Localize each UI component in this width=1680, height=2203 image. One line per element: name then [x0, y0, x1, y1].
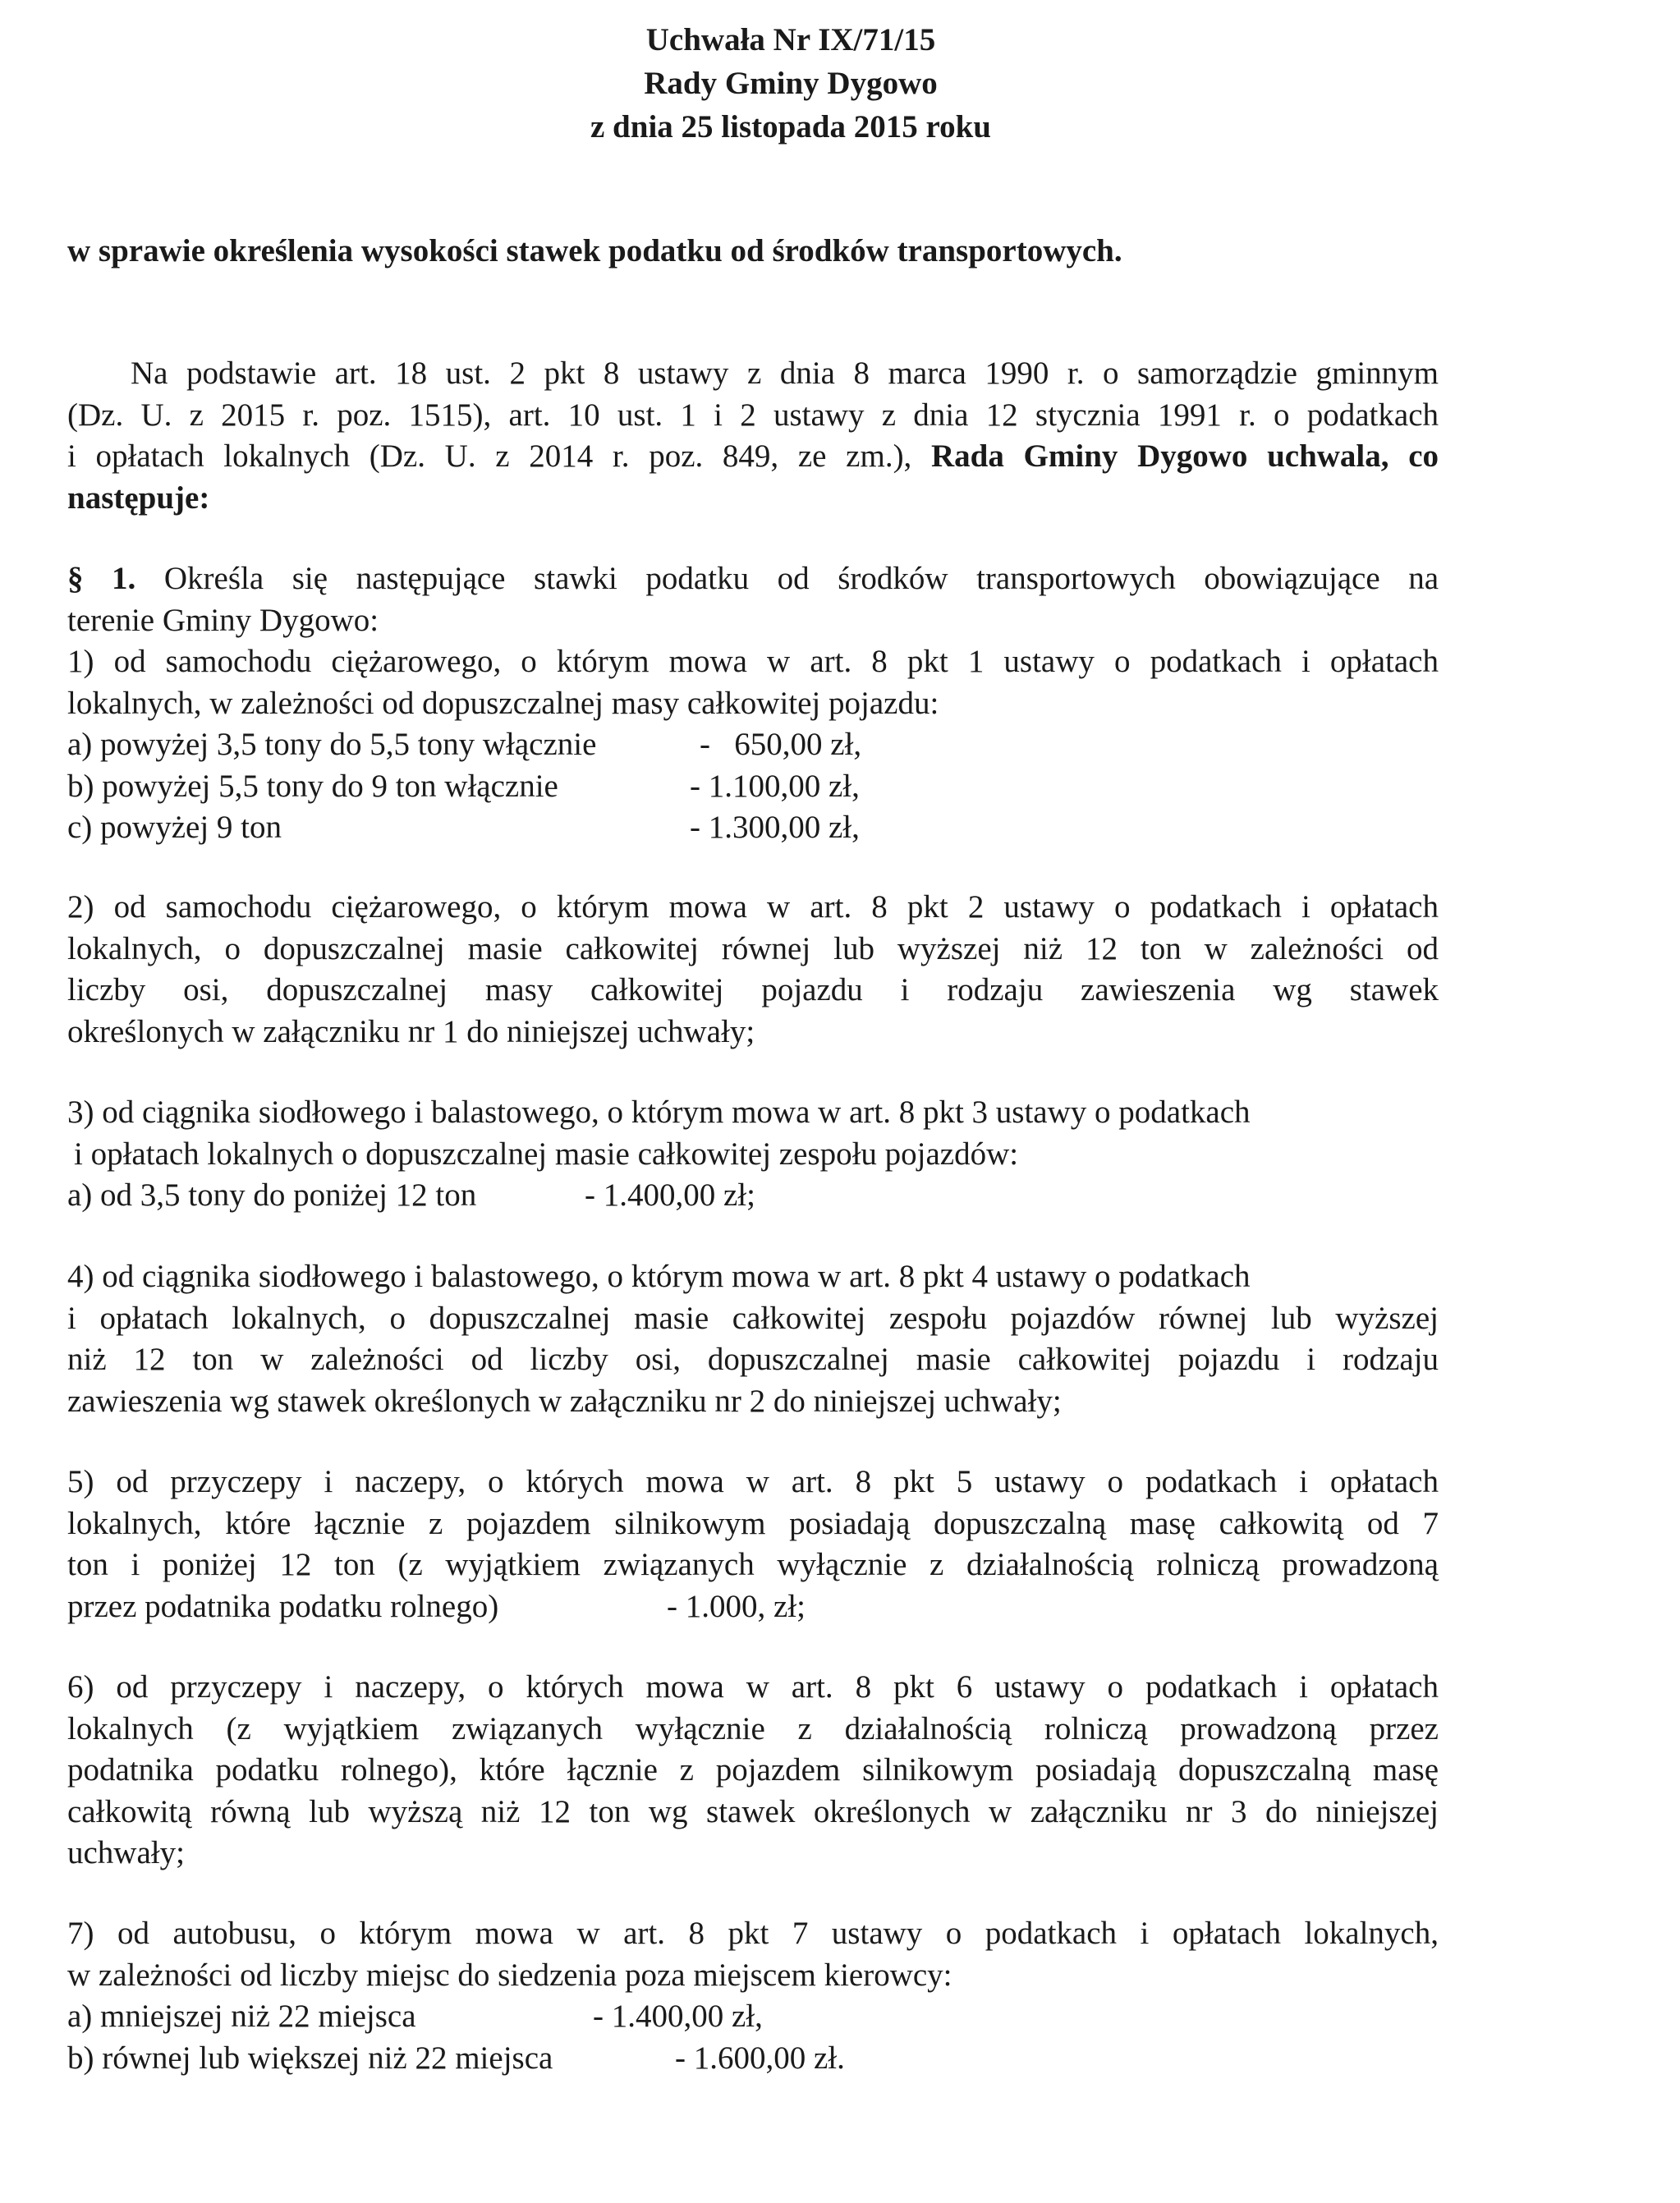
item-line: określonych w załączniku nr 1 do niniejszej uchwały;: [67, 1013, 755, 1049]
preamble-bold-text: Rada Gminy Dygowo uchwala, co: [931, 438, 1439, 474]
resolution-number: Uchwała Nr IX/71/15: [645, 22, 936, 57]
resolution-subject: w sprawie określenia wysokości stawek podatku od środków transportowych.: [67, 233, 1122, 268]
rate-row: [67, 724, 1439, 766]
section-1-line: [67, 558, 1439, 600]
item-line: całkowitą równą lub wyższą niż 12 ton wg stawek określonych w załączniku nr 3 do niniejszej: [67, 1793, 1439, 1829]
item-line: i opłatach lokalnych, o dopuszczalnej masie całkowitej zespołu pojazdów równej lub wyższej: [67, 1300, 1439, 1336]
section-1: [67, 558, 1439, 641]
item-line: 4) od ciągnika siodłowego i balastowego, o którym mowa w art. 8 pkt 4 ustawy o podatkach: [67, 1259, 1251, 1294]
rate-label: a) od 3,5 tony do poniżej 12 ton: [67, 1177, 477, 1213]
rate-row: [67, 766, 1439, 808]
preamble-line: (Dz. U. z 2015 r. poz. 1515), art. 10 ust. 1 i 2 ustawy z dnia 12 stycznia 1991 r. o podatkach: [67, 397, 1439, 433]
rate-label: a) mniejszej niż 22 miejsca: [67, 1999, 416, 2034]
rate-amount: - 1.000, zł;: [667, 1588, 806, 1624]
item-line: 3) od ciągnika siodłowego i balastowego, o którym mowa w art. 8 pkt 3 ustawy o podatkach: [67, 1095, 1251, 1130]
rate-amount: - 1.300,00 zł,: [690, 810, 860, 845]
rate-amount: - 650,00 zł,: [700, 727, 862, 762]
section-1-line: terenie Gminy Dygowo:: [67, 602, 379, 638]
rate-amount: - 1.400,00 zł,: [593, 1999, 763, 2034]
item-line: w zależności od liczby miejsc do siedzenia poza miejscem kierowcy:: [67, 1957, 952, 1993]
item-line: lokalnych (z wyjątkiem związanych wyłącznie z działalnością rolniczą prowadzoną przez: [67, 1710, 1439, 1746]
rate-label: b) powyżej 5,5 tony do 9 ton włącznie: [67, 768, 558, 804]
preamble-text: i opłatach lokalnych (Dz. U. z 2014 r. poz. 849, ze zm.),: [67, 438, 912, 474]
item-line: liczby osi, dopuszczalnej masy całkowitej pojazdu i rodzaju zawieszenia wg stawek: [67, 972, 1439, 1007]
rate-row: [67, 1996, 1439, 2038]
item-line: 2) od samochodu ciężarowego, o którym mowa w art. 8 pkt 2 ustawy o podatkach i opłatach: [67, 889, 1439, 925]
item-6: [67, 1667, 1439, 1875]
item-line: ton i poniżej 12 ton (z wyjątkiem związanych wyłącznie z działalnością rolniczą prowadzoną: [67, 1547, 1439, 1582]
rate-amount: - 1.100,00 zł,: [690, 768, 860, 804]
preamble-line: Na podstawie art. 18 ust. 2 pkt 8 ustawy z dnia 8 marca 1990 r. o samorządzie gminnym: [131, 356, 1439, 391]
section-mark: § 1.: [67, 561, 136, 596]
item-4: [67, 1256, 1439, 1422]
rate-row: [67, 807, 1439, 849]
item-line: niż 12 ton w zależności od liczby osi, dopuszczalnej masie całkowitej pojazdu i rodzaju: [67, 1342, 1439, 1377]
rate-row: [67, 1175, 1439, 1217]
rate-label: b) równej lub większej niż 22 miejsca: [67, 2040, 553, 2076]
item-line: i opłatach lokalnych o dopuszczalnej masie całkowitej zespołu pojazdów:: [74, 1136, 1019, 1172]
rate-label: a) powyżej 3,5 tony do 5,5 tony włącznie: [67, 727, 597, 762]
section-1-text: Określa się następujące stawki podatku od środków transportowych obowiązujące na: [163, 561, 1439, 596]
item-1: [67, 641, 1439, 849]
item-line: lokalnych, w zależności od dopuszczalnej masy całkowitej pojazdu:: [67, 685, 939, 721]
resolution-date: z dnia 25 listopada 2015 roku: [590, 109, 991, 145]
rate-row: [67, 2038, 1439, 2080]
item-5: [67, 1462, 1439, 1627]
item-line: lokalnych, które łącznie z pojazdem silnikowym posiadają dopuszczalną masę całkowitą od 7: [67, 1505, 1439, 1541]
preamble-line: następuje:: [67, 480, 210, 516]
item-line: uchwały;: [67, 1835, 185, 1870]
rate-label: c) powyżej 9 ton: [67, 810, 282, 845]
item-line: podatnika podatku rolnego), które łącznie z pojazdem silnikowym posiadają dopuszczalną masę: [67, 1752, 1439, 1788]
council-name: Rady Gminy Dygowo: [644, 66, 938, 101]
item-line: zawieszenia wg stawek określonych w załączniku nr 2 do niniejszej uchwały;: [67, 1383, 1062, 1419]
rate-amount: - 1.600,00 zł.: [675, 2040, 845, 2076]
item-line: 6) od przyczepy i naczepy, o których mowa w art. 8 pkt 6 ustawy o podatkach i opłatach: [67, 1669, 1439, 1705]
item-line: 5) od przyczepy i naczepy, o których mowa w art. 8 pkt 5 ustawy o podatkach i opłatach: [67, 1464, 1439, 1499]
item-line: lokalnych, o dopuszczalnej masie całkowitej równej lub wyższej niż 12 ton w zależności od: [67, 930, 1439, 966]
rate-label: przez podatnika podatku rolnego): [67, 1588, 499, 1624]
item-7: [67, 1913, 1439, 2079]
rate-amount: - 1.400,00 zł;: [585, 1177, 755, 1213]
resolution-header: [0, 18, 1680, 149]
item-3: [67, 1092, 1439, 1217]
item-line: 7) od autobusu, o którym mowa w art. 8 pkt 7 ustawy o podatkach i opłatach lokalnych,: [67, 1916, 1439, 1951]
item-2: [67, 887, 1439, 1053]
item-line: 1) od samochodu ciężarowego, o którym mowa w art. 8 pkt 1 ustawy o podatkach i opłatach: [67, 644, 1439, 679]
preamble: [67, 353, 1439, 519]
rate-row: [67, 1586, 1439, 1628]
preamble-line: [67, 436, 1439, 478]
